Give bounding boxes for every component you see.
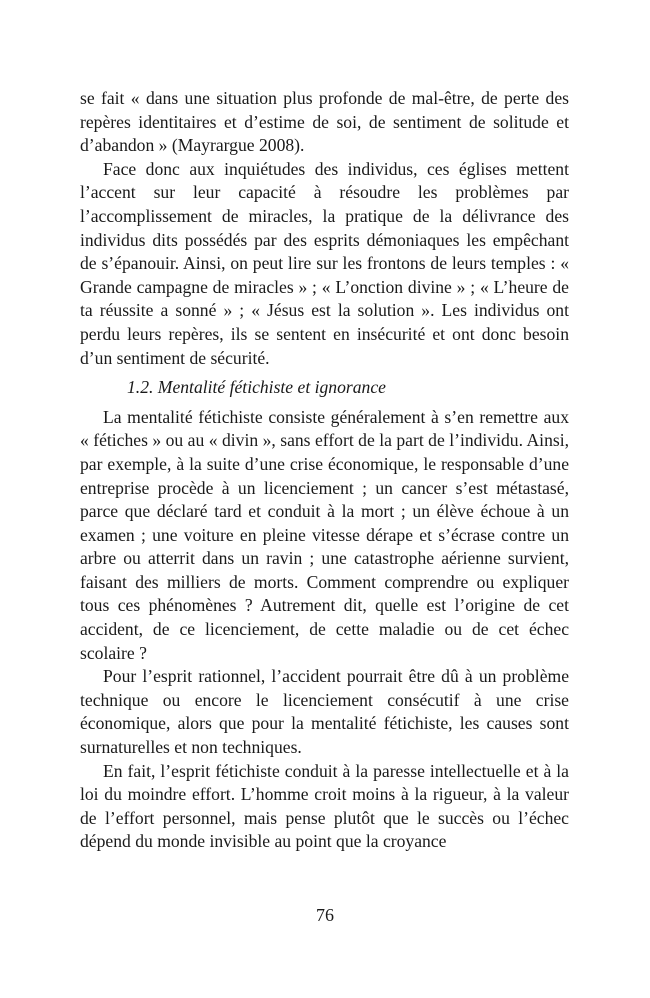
paragraph: En fait, l’esprit fétichiste conduit à la paresse intellectuelle et à la loi du moindre effort. L’homme croit moins à la rigueur, à la valeur de l’effort personnel, mais pense plutôt que le succès ou l’échec dépend du monde invisible au point que la croyance (80, 760, 569, 852)
paragraph: Face donc aux inquiétudes des individus, ces églises mettent l’accent sur leur capacité à résoudre les problèmes par l’accomplissement de miracles, la pratique de la délivrance des individus dits possédés par des esprits démoniaques les empêchant de s’épanouir. Ainsi, on peut lire sur les frontons de leurs temples : « Grande campagne de miracles » ; « L’onction divine » ; « L’heure de ta réussite a sonné » ; « Jésus est la solution ». Les individus ont perdu leurs repères, ils se sentent en insécurité et ont donc besoin d’un sentiment de sécurité. (80, 158, 569, 368)
paragraph: La mentalité fétichiste consiste généralement à s’en remettre aux « fétiches » ou au « divin », sans effort de la part de l’individu. Ainsi, par exemple, à la suite d’une crise économique, le responsable d’une entreprise procède à un licenciement ; un cancer s’est métastasé, parce que déclaré tard et conduit à la mort ; un élève échoue à un examen ; une voiture en pleine vitesse dérape et s’écrase contre un arbre ou atterrit dans un ravin ; une catastrophe aérienne survient, faisant des milliers de morts. Comment comprendre ou expliquer tous ces phénomènes ? Autrement dit, quelle est l’origine de cet accident, de ce licenciement, de cette maladie ou de cet échec scolaire ? (80, 406, 569, 663)
paragraph: Pour l’esprit rationnel, l’accident pourrait être dû à un problème technique ou encore le licenciement consécutif à une crise économique, alors que pour la mentalité fétichiste, les causes sont surnaturelles et non techniques. (80, 666, 569, 758)
page-body (80, 87, 569, 854)
paragraph: se fait « dans une situation plus profonde de mal-être, de perte des repères identitaires et d’estime de soi, de sentiment de solitude et d’abandon » (Mayrargue 2008). (80, 88, 569, 156)
page-number: 76 (316, 905, 334, 925)
section-heading: 1.2. Mentalité fétichiste et ignorance (127, 377, 386, 398)
